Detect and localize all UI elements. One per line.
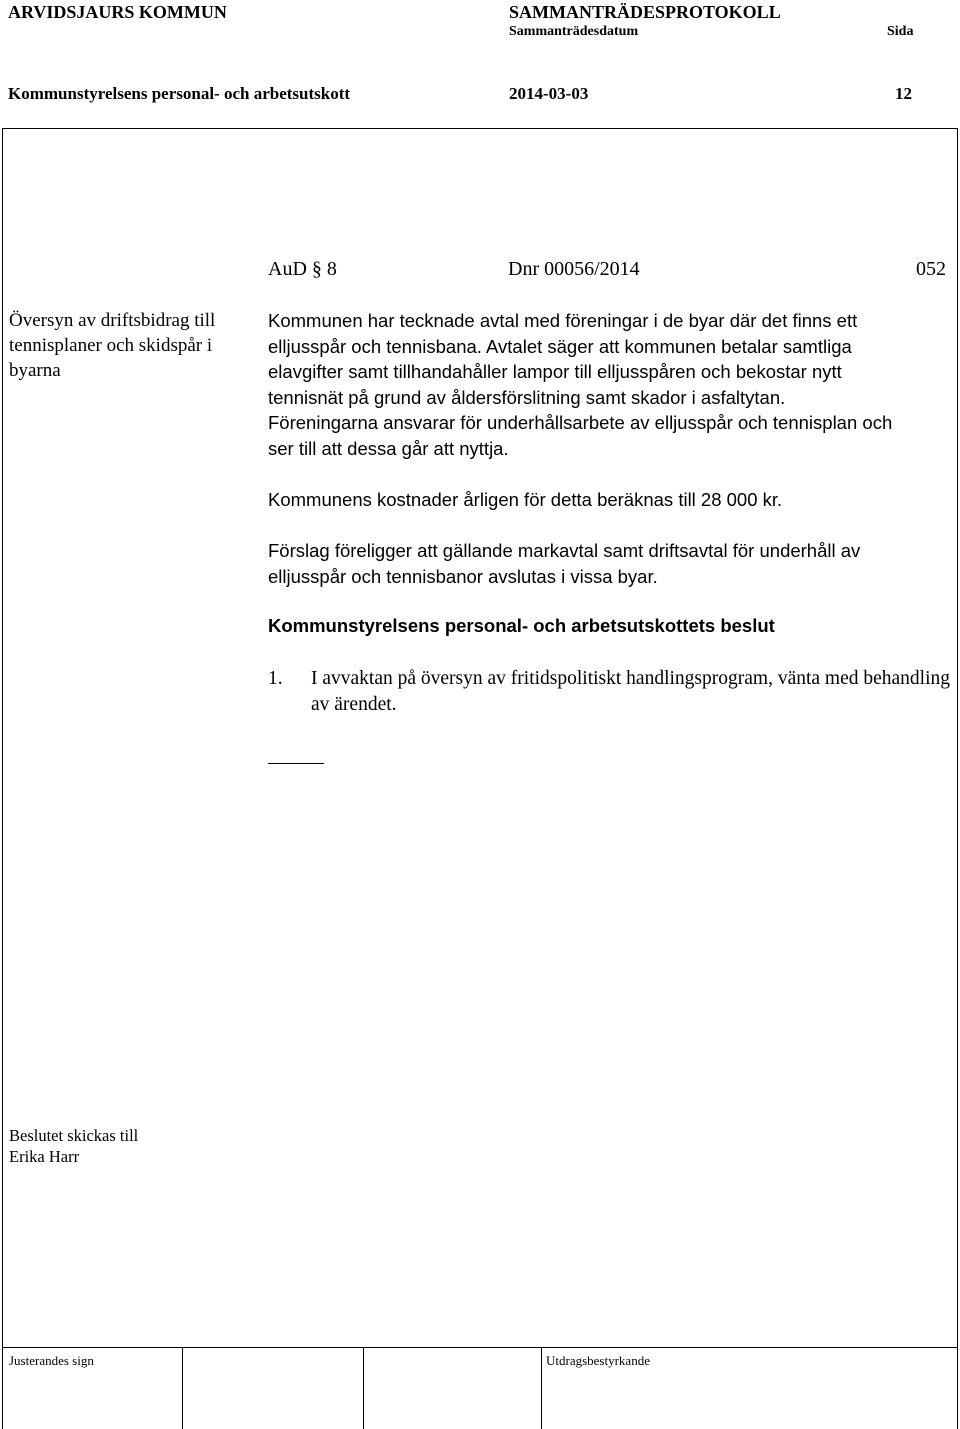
description-line: Föreningarna ansvarar för underhållsarbete av elljusspår och tennisplan och: [268, 412, 893, 433]
municipality-name: ARVIDSJAURS KOMMUN: [8, 2, 227, 22]
decision-number: 1.: [268, 668, 283, 689]
sent-to-label: Beslutet skickas till: [9, 1126, 139, 1145]
diary-number: Dnr 00056/2014: [508, 258, 640, 280]
footer-divider: [363, 1347, 364, 1429]
cost-statement: Kommunens kostnader årligen för detta beräknas till 28 000 kr.: [268, 489, 783, 510]
decision-heading: Kommunstyrelsens personal- och arbetsutskottets beslut: [268, 615, 775, 636]
item-description: [268, 308, 948, 461]
footer-top-border: [2, 1347, 958, 1348]
separator-line: [268, 763, 324, 764]
decision-text: I avvaktan på översyn av fritidspolitiskt handlingsprogram, vänta med behandling av ärendet.: [311, 668, 951, 715]
archive-code: 052: [916, 258, 946, 280]
description-line: elljusspår och tennisbana. Avtalet säger att kommunen betalar samtliga: [268, 335, 852, 357]
footer-divider: [182, 1347, 183, 1429]
paragraph-number: AuD § 8: [268, 258, 337, 280]
extract-certification-label: Utdragsbestyrkande: [546, 1353, 650, 1368]
page-number: 12: [895, 84, 912, 103]
committee-name: Kommunstyrelsens personal- och arbetsutskott: [8, 84, 351, 103]
description-line: Kommunen har tecknade avtal med föreningar i de byar där det finns ett: [268, 310, 858, 331]
recipient: Erika Harr: [9, 1147, 80, 1166]
description-line: ser till att dessa går att nyttja.: [268, 437, 509, 459]
meeting-date-label: Sammanträdesdatum: [509, 24, 639, 39]
description-line: tennisnät på grund av åldersförslitning samt skador i asfaltytan.: [268, 386, 786, 408]
frame-left-border: [2, 128, 3, 1429]
description-line: elavgifter samt tillhandahåller lampor till elljusspåren och bekostar nytt: [268, 361, 842, 382]
proposal-text: Förslag föreligger att gällande markavtal samt driftsavtal för underhåll av elljusspår och tennisbanor avslutas i vissa byar.: [268, 540, 861, 587]
signature-label: Justerandes sign: [9, 1353, 94, 1368]
frame-right-border: [957, 128, 958, 1429]
page-label: Sida: [887, 24, 914, 39]
item-subject: Översyn av driftsbidrag till tennisplaner och skidspår i byarna: [9, 310, 216, 381]
document-type: SAMMANTRÄDESPROTOKOLL: [509, 2, 781, 22]
footer-divider: [541, 1347, 542, 1429]
meeting-date: 2014-03-03: [509, 84, 589, 103]
frame-top-border: [2, 128, 958, 129]
